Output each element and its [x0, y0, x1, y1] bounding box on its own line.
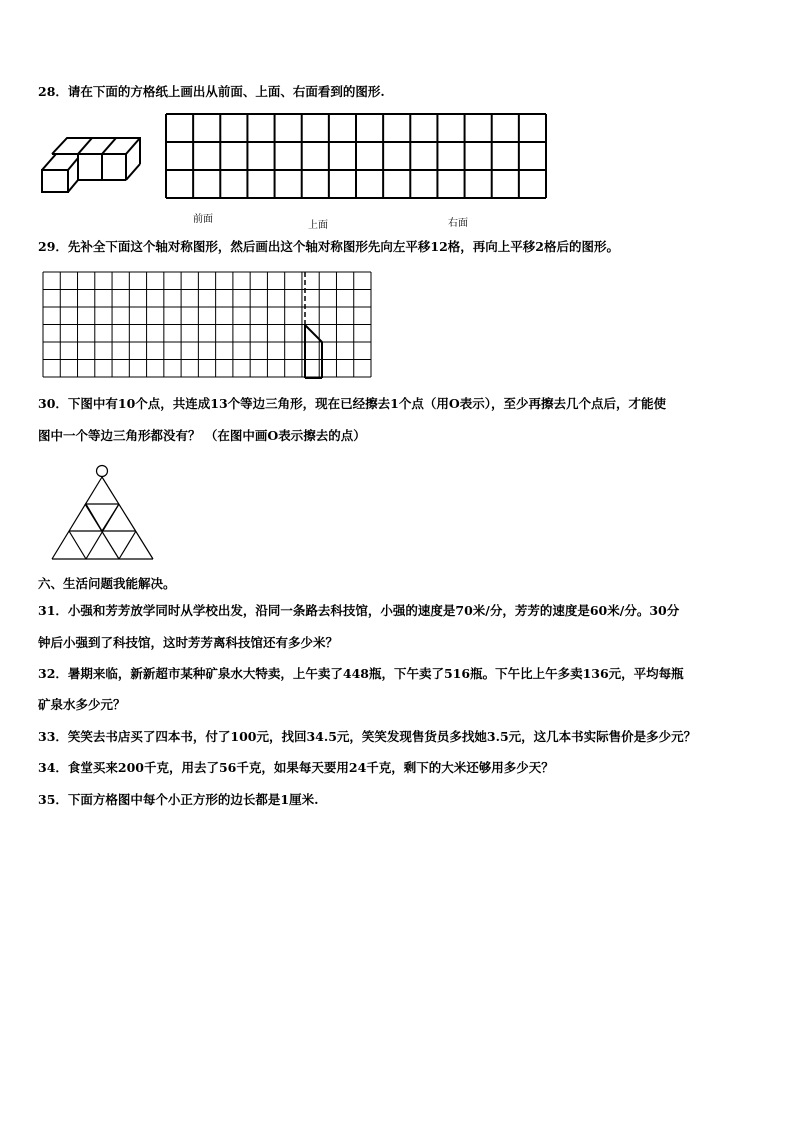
question-31-line1: 31．小强和芳芳放学同时从学校出发，沿同一条路去科技馆，小强的速度是70米/分，芳芳的速度是60米/分。30分: [38, 603, 680, 618]
question-29-text: 29．先补全下面这个轴对称图形，然后画出这个轴对称图形先向左平移12格，再向上平移2格后的图形。: [38, 239, 619, 254]
question-30-line2: 图中一个等边三角形都没有？ （在图中画O表示擦去的点）: [38, 428, 366, 443]
question-35-text: 35．下面方格图中每个小正方形的边长都是1厘米.: [38, 792, 319, 807]
question-31: [38, 603, 762, 619]
section-6-title: [38, 576, 762, 592]
question-32-line2: 矿泉水多少元？: [38, 697, 126, 712]
label-front: 前面: [193, 214, 213, 225]
question-28-text: 28．请在下面的方格纸上画出从前面、上面、右面看到的图形.: [38, 84, 385, 99]
triangle-figure: [50, 463, 156, 561]
question-31-cont: [38, 635, 762, 651]
label-right: 右面: [448, 218, 468, 229]
question-32: [38, 666, 762, 682]
label-top: 上面: [308, 220, 328, 231]
question-30-line1: 30．下图中有10个点，共连成13个等边三角形，现在已经擦去1个点（用O表示），至少再擦去几个点后，才能使: [38, 396, 667, 411]
cube-figure: [40, 134, 150, 194]
question-31-line2: 钟后小强到了科技馆，这时芳芳离科技馆还有多少米？: [38, 635, 339, 650]
question-30: [38, 396, 762, 412]
question-32-line1: 32．暑期来临，新新超市某种矿泉水大特卖，上午卖了448瓶，下午卖了516瓶。下午比上午多卖136元，平均每瓶: [38, 666, 684, 681]
erased-point-circle: [97, 466, 108, 477]
question-28: [38, 84, 762, 100]
grid-28: [166, 114, 548, 200]
question-34: [38, 760, 762, 776]
question-29: [38, 239, 762, 255]
question-34-text: 34．食堂买来200千克，用去了56千克，如果每天要用24千克，剩下的大米还够用多少天？: [38, 760, 554, 775]
question-35: [38, 792, 762, 808]
grid-29: [43, 272, 373, 378]
question-33: [38, 729, 762, 745]
question-32-cont: [38, 697, 762, 713]
section-6-text: 六、生活问题我能解决。: [38, 576, 176, 591]
question-33-text: 33．笑笑去书店买了四本书，付了100元，找回34.5元，笑笑发现售货员多找她3.5元，这几本书实际售价是多少元？: [38, 729, 697, 744]
question-30-cont: [38, 428, 762, 444]
